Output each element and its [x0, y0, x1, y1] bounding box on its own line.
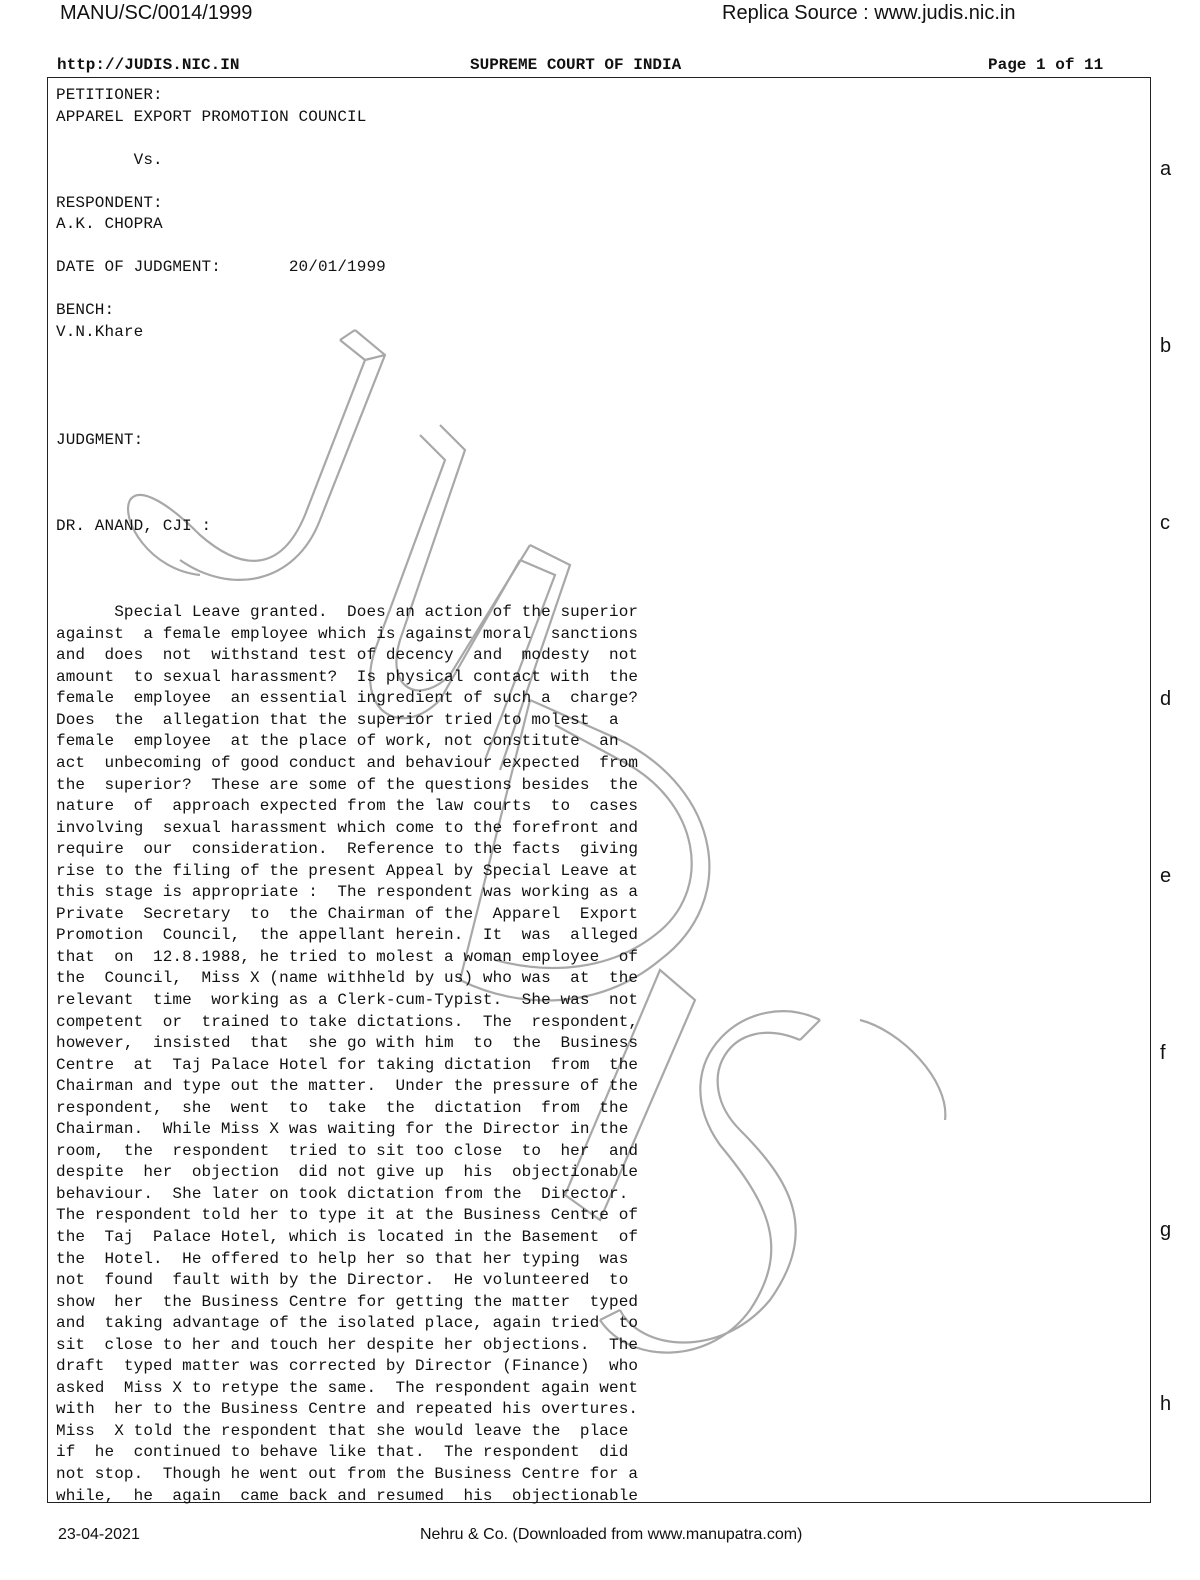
text-line: Promotion Council, the appellant herein. It was alleged [56, 926, 639, 945]
text-line [56, 387, 776, 409]
download-date: 23-04-2021 [58, 1526, 140, 1543]
text-line: while, he again came back and resumed his objectionable [56, 1486, 639, 1505]
text-line: female employee an essential ingredient of such a charge? [56, 689, 639, 708]
text-line: A.K. CHOPRA [56, 215, 163, 234]
text-line [56, 494, 776, 516]
text-line: if he continued to behave like that. The respondent did [56, 1443, 629, 1462]
margin-letter-c: c [1160, 512, 1170, 534]
text-line: Does the allegation that the superior tried to molest a [56, 710, 619, 729]
text-line: show her the Business Centre for getting the matter typed [56, 1292, 639, 1311]
text-line: the Council, Miss X (name withheld by us) who was at the [56, 969, 639, 988]
text-line: room, the respondent tried to sit too close to her and [56, 1141, 639, 1160]
text-line: against a female employee which is against moral sanctions [56, 624, 639, 643]
text-line: Chairman. While Miss X was waiting for the Director in the [56, 1120, 629, 1139]
text-line [56, 279, 776, 301]
text-line [56, 451, 776, 473]
text-line [56, 236, 776, 258]
text-line: Chairman and type out the matter. Under the pressure of the [56, 1077, 639, 1096]
text-line: and does not withstand test of decency and modesty not [56, 646, 639, 665]
text-line: rise to the filing of the present Appeal by Special Leave at [56, 861, 639, 880]
margin-letter-b: b [1160, 335, 1172, 357]
text-line: this stage is appropriate : The respondent was working as a [56, 883, 639, 902]
margin-letter-g: g [1160, 1219, 1172, 1241]
text-line: the Hotel. He offered to help her so that her typing was [56, 1249, 629, 1268]
text-line: involving sexual harassment which come to the forefront and [56, 818, 639, 837]
text-line: V.N.Khare [56, 323, 144, 342]
text-line: respondent, she went to take the dictation from the [56, 1098, 629, 1117]
text-line: require our consideration. Reference to the facts giving [56, 840, 639, 859]
text-line: behaviour. She later on took dictation from the Director. [56, 1184, 629, 1203]
text-line: not stop. Though he went out from the Business Centre for a [56, 1465, 639, 1483]
margin-letter-h: h [1160, 1393, 1172, 1415]
text-line: however, insisted that she go with him to the Business [56, 1034, 639, 1053]
text-line: JUDGMENT: [56, 430, 144, 449]
judgment-text [56, 85, 776, 1507]
header-court: SUPREME COURT OF INDIA [470, 56, 682, 74]
text-line [56, 344, 776, 366]
text-line: Miss X told the respondent that she would leave the place [56, 1421, 629, 1440]
text-line: nature of approach expected from the law courts to cases [56, 797, 639, 816]
margin-letter-a: a [1160, 158, 1172, 180]
text-line: act unbecoming of good conduct and behaviour expected from [56, 753, 639, 772]
text-line: The respondent told her to type it at the Business Centre of [56, 1206, 639, 1225]
text-line: with her to the Business Centre and repeated his overtures. [56, 1400, 639, 1419]
text-line: Centre at Taj Palace Hotel for taking dictation from the [56, 1055, 639, 1074]
citation-number: MANU/SC/0014/1999 [60, 2, 253, 24]
text-line: and taking advantage of the isolated place, again tried to [56, 1314, 639, 1333]
text-line: Vs. [56, 150, 163, 169]
text-line [56, 473, 776, 495]
text-line [56, 171, 776, 193]
download-source: Nehru & Co. (Downloaded from www.manupatra.com) [420, 1526, 803, 1543]
text-line: relevant time working as a Clerk-cum-Typist. She was not [56, 990, 639, 1009]
text-line: female employee at the place of work, not constitute an [56, 732, 619, 751]
text-line [56, 408, 776, 430]
text-line: not found fault with by the Director. He volunteered to [56, 1271, 629, 1290]
text-line: DATE OF JUDGMENT: 20/01/1999 [56, 258, 386, 277]
text-line: draft typed matter was corrected by Director (Finance) who [56, 1357, 639, 1376]
text-line: that on 12.8.1988, he tried to molest a woman employee of [56, 947, 639, 966]
page-indicator: Page 1 of 11 [988, 56, 1104, 74]
text-line: APPAREL EXPORT PROMOTION COUNCIL [56, 107, 367, 126]
text-line: despite her objection did not give up his objectionable [56, 1163, 639, 1182]
text-line [56, 128, 776, 150]
margin-letter-f: f [1160, 1042, 1166, 1064]
text-line [56, 365, 776, 387]
text-line [56, 559, 776, 581]
header-url: http://JUDIS.NIC.IN [57, 56, 240, 74]
replica-source: Replica Source : www.judis.nic.in [722, 2, 1016, 24]
text-line: competent or trained to take dictations. The respondent, [56, 1012, 639, 1031]
text-line [56, 537, 776, 559]
text-line: amount to sexual harassment? Is physical contact with the [56, 667, 639, 686]
text-line: Special Leave granted. Does an action of the superior [56, 603, 639, 622]
text-line: asked Miss X to retype the same. The respondent again went [56, 1378, 639, 1397]
text-line: sit close to her and touch her despite her objections. The [56, 1335, 639, 1354]
text-line [56, 581, 776, 603]
text-line: the superior? These are some of the questions besides the [56, 775, 639, 794]
text-line: Private Secretary to the Chairman of the Apparel Export [56, 904, 639, 923]
text-line: BENCH: [56, 301, 115, 320]
text-line: the Taj Palace Hotel, which is located in the Basement of [56, 1227, 639, 1246]
margin-letter-d: d [1160, 688, 1172, 710]
text-line: RESPONDENT: [56, 193, 163, 212]
text-line: PETITIONER: [56, 86, 163, 104]
text-line: DR. ANAND, CJI : [56, 516, 212, 535]
margin-letter-e: e [1160, 865, 1172, 887]
